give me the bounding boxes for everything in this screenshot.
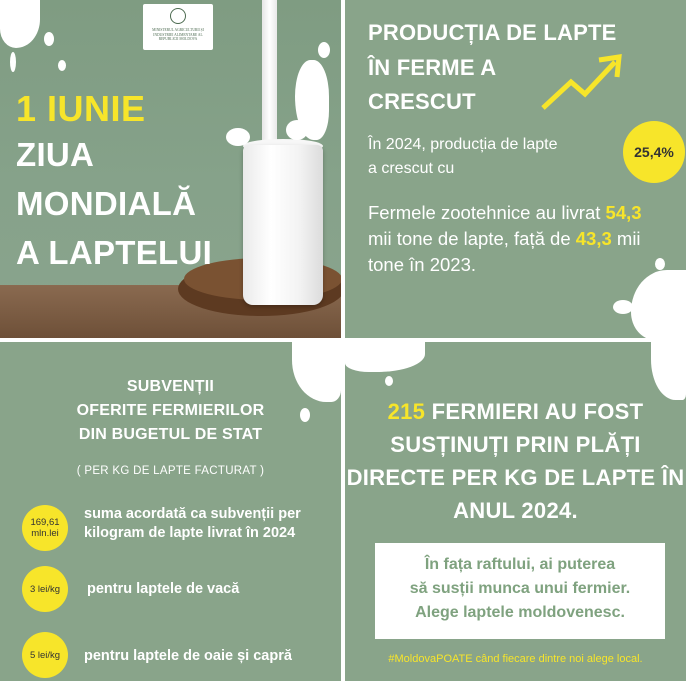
- milk-splash-decoration: [0, 0, 40, 48]
- milk-splash-decoration: [631, 270, 686, 338]
- subsidy-amount-text: suma acordată ca subvenții per kilogram de lapte livrat în 2024: [84, 506, 301, 541]
- milk-drop-decoration: [655, 258, 665, 270]
- panel-production: [345, 0, 686, 338]
- farmers-count: 215: [387, 399, 426, 424]
- ministry-seal-icon: [170, 8, 186, 24]
- milk-drop-decoration: [226, 128, 250, 146]
- buy-local-line-3: Alege laptele moldovenesc.: [415, 604, 625, 621]
- buy-local-text: [375, 553, 665, 625]
- buy-local-line-1: În fața raftului, ai puterea: [424, 556, 616, 573]
- milk-drop-decoration: [10, 52, 16, 72]
- title-line-3: A LAPTELUI: [16, 234, 213, 271]
- farmers-headline: [345, 395, 686, 527]
- sheep-goat-milk-rate-badge: 5 lei/kg: [22, 632, 68, 678]
- production-title-line-1: PRODUCȚIA DE LAPTE: [368, 20, 617, 45]
- subsidies-title-line-2: OFERITE FERMIERILOR: [76, 402, 265, 419]
- cow-milk-rate-badge: 3 lei/kg: [22, 566, 68, 612]
- milk-drop-decoration: [58, 60, 66, 71]
- milk-splash-decoration: [345, 342, 425, 372]
- ministry-logo: [143, 4, 213, 50]
- milk-drop-decoration: [613, 300, 633, 314]
- delivered-value-2023: 43,3: [575, 228, 612, 249]
- buy-local-line-2: să susții munca unui fermier.: [409, 580, 631, 597]
- milk-drop-decoration: [286, 120, 308, 140]
- milk-drop-decoration: [318, 42, 330, 58]
- ministry-logo-text: MINISTERUL AGRICULTURII ȘI INDUSTRIEI ALIMENTARE AL REPUBLICII MOLDOVA: [152, 28, 204, 42]
- subsidies-title-line-3: DIN BUGETUL DE STAT: [78, 426, 263, 443]
- panel-subsidies: [0, 342, 341, 681]
- buy-local-box: [375, 543, 665, 639]
- subsidy-amount-badge: 169,61 mln.lei: [22, 505, 68, 551]
- milk-splash-decoration: [651, 342, 686, 400]
- date-heading: 1 IUNIE: [16, 88, 146, 129]
- hashtag-text: #MoldovaPOATE când fiecare dintre noi alege local.: [388, 653, 643, 665]
- production-title-line-3: CRESCUT: [368, 89, 476, 114]
- growth-text-line-1: În 2024, producția de lapte: [368, 136, 558, 153]
- growth-percent-badge: 25,4%: [623, 121, 685, 183]
- panel-farmers-supported: [345, 342, 686, 681]
- subsidies-subtitle: ( PER KG DE LAPTE FACTURAT ): [76, 465, 265, 477]
- delivered-text-pre: Fermele zootehnice au livrat: [368, 202, 601, 223]
- milk-glass: [243, 145, 323, 305]
- farmers-headline-rest: FERMIERI AU FOST SUSȚINUȚI PRIN PLĂȚI DIRECTE PER KG DE LAPTE ÎN ANUL 2024.: [346, 399, 685, 523]
- delivered-paragraph: [368, 200, 658, 278]
- panel-milk-day: [0, 0, 341, 338]
- cow-milk-rate-text: pentru laptele de vacă: [87, 581, 240, 597]
- delivered-text-post: mii tone în 2023.: [368, 228, 641, 275]
- milk-drop-decoration: [44, 32, 54, 46]
- milk-drop-decoration: [385, 376, 393, 386]
- title-line-2: MONDIALĂ: [16, 185, 197, 222]
- growth-text-line-2: a crescut cu: [368, 160, 455, 177]
- production-title-line-2: ÎN FERME A: [368, 55, 497, 80]
- delivered-value-2024: 54,3: [605, 202, 642, 223]
- growth-arrow-icon: [541, 52, 625, 112]
- sheep-goat-milk-rate-text: pentru laptele de oaie și capră: [84, 648, 292, 664]
- delivered-text-mid: mii tone de lapte, față de: [368, 228, 571, 249]
- subsidies-title-line-1: SUBVENȚII: [126, 378, 215, 395]
- milk-stream: [262, 0, 277, 150]
- title-line-1: ZIUA: [16, 136, 95, 173]
